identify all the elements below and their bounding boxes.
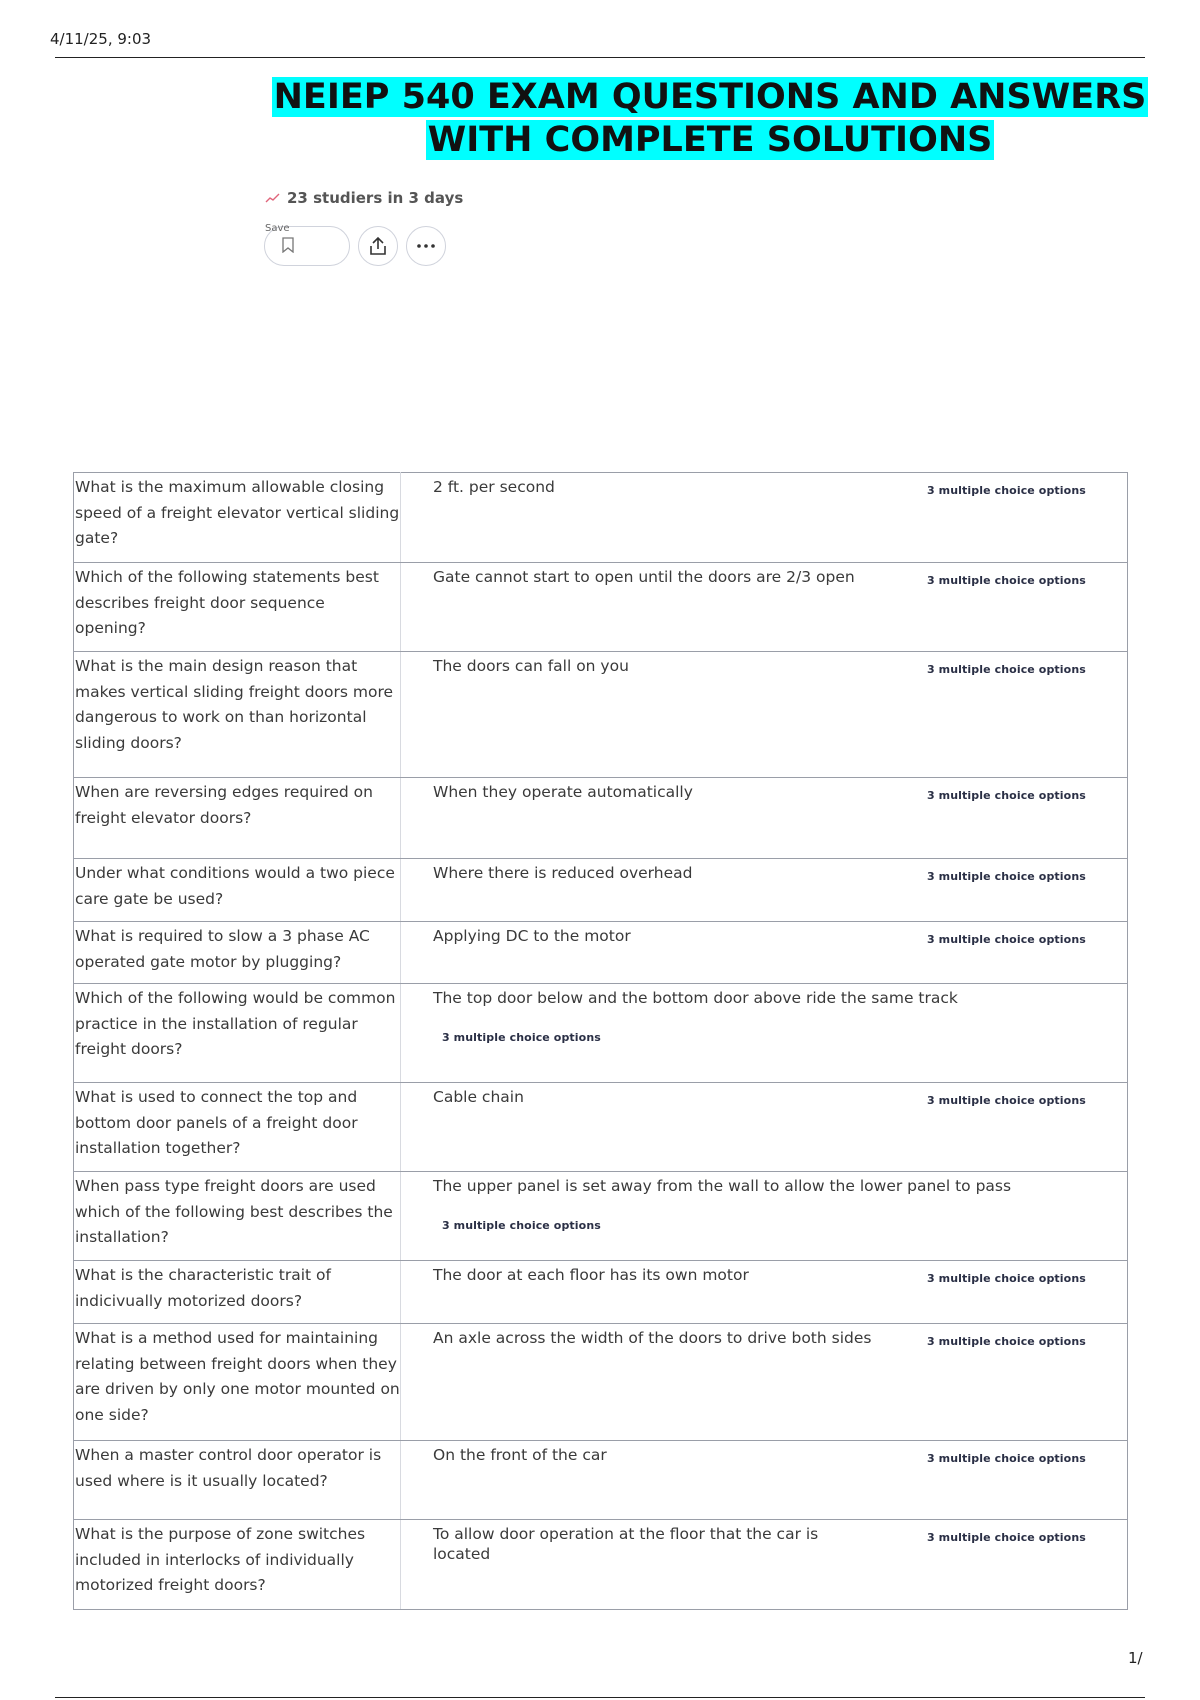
question-cell: Which of the following would be common practice in the installation of regular freight doors? — [74, 984, 401, 1083]
question-cell: Which of the following statements best describes freight door sequence opening? — [74, 563, 401, 652]
answer-cell — [401, 1261, 1128, 1324]
table-row — [74, 1172, 1128, 1261]
table-row — [74, 1083, 1128, 1172]
document-title: NEIEP 540 EXAM QUESTIONS AND ANSWERS WITH COMPLETE SOLUTIONS — [273, 77, 1147, 160]
table-row — [74, 922, 1128, 984]
multiple-choice-options-label[interactable]: 3 multiple choice options — [927, 1094, 1086, 1107]
multiple-choice-options-label[interactable]: 3 multiple choice options — [927, 574, 1086, 587]
multiple-choice-options-label[interactable]: 3 multiple choice options — [927, 870, 1086, 883]
answer-cell — [401, 1441, 1128, 1520]
answer-cell — [401, 859, 1128, 922]
multiple-choice-options-label[interactable]: 3 multiple choice options — [927, 663, 1086, 676]
multiple-choice-options-label[interactable]: 3 multiple choice options — [927, 933, 1086, 946]
share-icon — [367, 235, 389, 257]
answer-text: An axle across the width of the doors to drive both sides — [433, 1329, 872, 1347]
timestamp: 4/11/25, 9:03 — [50, 30, 152, 48]
answer-row — [433, 1445, 1127, 1469]
share-button[interactable] — [358, 226, 398, 266]
answer-cell — [401, 563, 1128, 652]
question-cell: What is the characteristic trait of indicivually motorized doors? — [74, 1261, 401, 1324]
multiple-choice-options-label[interactable]: 3 multiple choice options — [927, 789, 1086, 802]
table-row — [74, 1261, 1128, 1324]
multiple-choice-options-label[interactable]: 3 multiple choice options — [927, 484, 1086, 497]
studiers-line — [265, 189, 463, 207]
answer-cell — [401, 1172, 1128, 1261]
table-row — [74, 473, 1128, 563]
answer-text: To allow door operation at the floor that the car is located — [433, 1525, 819, 1563]
answer-row — [433, 1328, 1127, 1352]
answer-text: Cable chain — [433, 1088, 524, 1106]
answer-text: The upper panel is set away from the wall to allow the lower panel to pass — [433, 1177, 1012, 1195]
answer-text: The door at each floor has its own motor — [433, 1266, 749, 1284]
page-number: 1/ — [1128, 1649, 1143, 1667]
action-bar — [264, 223, 446, 266]
trending-icon — [265, 192, 281, 204]
table-row — [74, 1441, 1128, 1520]
question-cell: What is required to slow a 3 phase AC operated gate motor by plugging? — [74, 922, 401, 984]
answer-cell — [401, 922, 1128, 984]
table-row — [74, 859, 1128, 922]
bottom-rule — [55, 1697, 1145, 1698]
answer-cell — [401, 984, 1128, 1083]
multiple-choice-options-label[interactable]: 3 multiple choice options — [927, 1531, 1086, 1544]
save-label: Save — [265, 223, 290, 234]
more-options-button[interactable] — [406, 226, 446, 266]
table-row — [74, 563, 1128, 652]
answer-cell — [401, 652, 1128, 778]
answer-text: When they operate automatically — [433, 783, 693, 801]
question-cell: What is the maximum allowable closing speed of a freight elevator vertical sliding gate? — [74, 473, 401, 563]
answer-row — [433, 863, 1127, 887]
table-row — [74, 778, 1128, 859]
table-row — [74, 1520, 1128, 1610]
answer-row — [433, 477, 1127, 501]
answer-row — [433, 1265, 1127, 1289]
more-icon — [415, 243, 437, 249]
answer-row — [433, 926, 1127, 950]
answer-row — [433, 1524, 1127, 1564]
answer-text: Applying DC to the motor — [433, 927, 631, 945]
save-button[interactable] — [264, 223, 350, 266]
multiple-choice-options-label[interactable]: 3 multiple choice options — [927, 1335, 1086, 1348]
answer-text: The top door below and the bottom door above ride the same track — [433, 989, 958, 1007]
answer-row — [433, 782, 1127, 806]
answer-cell — [401, 778, 1128, 859]
answer-cell — [401, 1520, 1128, 1610]
multiple-choice-options-label[interactable]: 3 multiple choice options — [442, 1031, 601, 1044]
question-cell: Under what conditions would a two piece care gate be used? — [74, 859, 401, 922]
bookmark-icon — [281, 237, 295, 253]
answer-cell — [401, 1083, 1128, 1172]
answer-cell — [401, 473, 1128, 563]
question-cell: What is a method used for maintaining relating between freight doors when they are driven by only one motor mounted on one side? — [74, 1324, 401, 1441]
question-cell: When a master control door operator is used where is it usually located? — [74, 1441, 401, 1520]
answer-row — [433, 656, 1127, 680]
multiple-choice-options-label[interactable]: 3 multiple choice options — [442, 1219, 601, 1232]
answer-row — [433, 1087, 1127, 1111]
question-cell: When pass type freight doors are used which of the following best describes the installation? — [74, 1172, 401, 1261]
title-block — [240, 76, 1180, 162]
question-cell: What is the purpose of zone switches included in interlocks of individually motorized freight doors? — [74, 1520, 401, 1610]
qa-table — [73, 472, 1128, 1610]
table-row — [74, 1324, 1128, 1441]
multiple-choice-options-label[interactable]: 3 multiple choice options — [927, 1452, 1086, 1465]
multiple-choice-options-label[interactable]: 3 multiple choice options — [927, 1272, 1086, 1285]
answer-text: The doors can fall on you — [433, 657, 629, 675]
question-cell: What is the main design reason that makes vertical sliding freight doors more dangerous to work on than horizontal sliding doors? — [74, 652, 401, 778]
answer-text: 2 ft. per second — [433, 478, 555, 496]
answer-text: On the front of the car — [433, 1446, 607, 1464]
answer-text: Gate cannot start to open until the doors are 2/3 open — [433, 568, 855, 586]
answer-row — [433, 567, 1127, 591]
question-cell: What is used to connect the top and bottom door panels of a freight door installation together? — [74, 1083, 401, 1172]
studiers-count: 23 studiers in 3 days — [287, 189, 464, 207]
table-row — [74, 984, 1128, 1083]
top-rule — [55, 57, 1145, 58]
question-cell: When are reversing edges required on freight elevator doors? — [74, 778, 401, 859]
answer-text: Where there is reduced overhead — [433, 864, 693, 882]
table-row — [74, 652, 1128, 778]
answer-cell — [401, 1324, 1128, 1441]
